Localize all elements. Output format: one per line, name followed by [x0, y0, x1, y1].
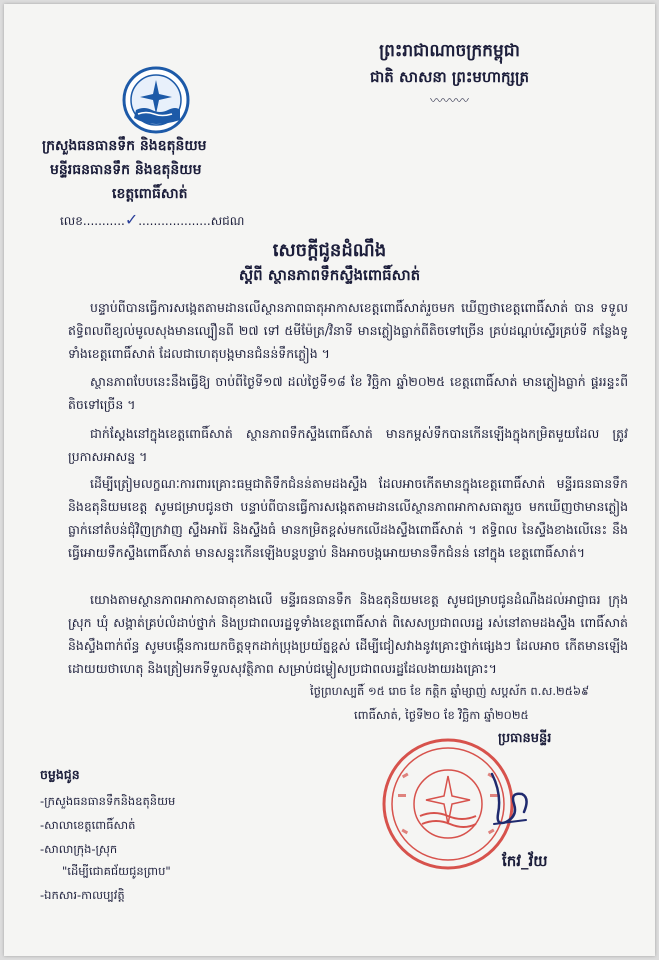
paragraph-3: ជាក់ស្តែងនៅក្នុងខេត្តពោធិ៍សាត់ ស្ថានភាពទឹកស្ទឹងពោធិ៍សាត់ មានកម្ពស់ទឹកបានកើនឡើងក្នុងកម្រិតមួយដែល ត្រូវប្រកាសអាសន្ន ។: [68, 426, 628, 464]
document-page: [4, 4, 655, 956]
ref-suffix: ...................សជណ: [138, 214, 245, 228]
solar-date: ពោធិ៍សាត់, ថ្ងៃទី២០ ខែ វិច្ឆិកា ឆ្នាំ២០២៥: [354, 708, 529, 722]
cc-heading: ចម្លងជូន: [40, 767, 80, 782]
ref-prefix: លេខ: [60, 214, 83, 228]
cc-item: -ឯកសារ-កាលប្បវត្តិ: [40, 888, 125, 902]
paragraph-1: បន្ទាប់ពីបានធ្វើការសង្កេតតាមដានលើស្ថានភាពធាតុអាកាសខេត្តពោធិ៍សាត់រួចមក ឃើញថាខេត្តពោធិ៍សាត់ បាន ទទួលឥទ្ធិពលពីខ្យល់មូលសុងមានល្បឿនពី ២៧ ទៅ ៥មីម៉ែត្រ/វិនាទី មានភ្លៀងធ្លាក់ពីតិចទៅច្រើន គ្រប់ដណ្តប់ស្ទើរគ្រប់ទី កន្លែងទូទាំងខេត្តពោធិ៍សាត់ ដែលជាហេតុបង្កមានជំនន់ទឹកភ្លៀង ។: [68, 300, 628, 361]
paragraph-2: ស្ថានភាពបែបនេះនឹងធ្វើឱ្យ ចាប់ពីថ្ងៃទី១៧ ដល់ថ្ងៃទី១៨ ខែ វិច្ឆិកា ឆ្នាំ២០២៥ ខេត្តពោធិ៍សាត់ មានភ្លៀងធ្លាក់ ផ្គររន្ទះពីតិចទៅច្រើន ។: [68, 374, 628, 412]
motto: ជាតិ សាសនា ព្រះមហាក្សត្រ: [370, 68, 529, 86]
signer-name: កែវ_វ័យ: [502, 852, 548, 870]
cc-item: "ដើម្បីជោគជ័យជូនព្រាប": [62, 864, 171, 878]
kingdom-title: ព្រះរាជាណាចក្រកម្ពុជា: [379, 41, 520, 61]
department-name: មន្ទីរធនធានទឹក និងឧតុនិយម: [50, 162, 202, 178]
reference-number: [60, 210, 244, 231]
cc-item: -ក្រសួងធនធានទឹកនិងឧតុនិយម: [40, 794, 176, 808]
province-name: ខេត្តពោធិ៍សាត់: [112, 186, 188, 202]
paragraph-4: ដើម្បីត្រៀមលក្ខណៈការពារគ្រោះធម្មជាតិទឹកជំនន់តាមដងស្ទឹង ដែលអាចកើតមានក្នុងខេត្តពោធិ៍សាត់ មន្ទីរធនធានទឹក និងឧតុនិយមខេត្ត សូមជម្រាបជូនថា បន្ទាប់ពីបានធ្វើការសង្កេតតាមដានលើស្ថានភាពអាកាសធាតុរួច មកឃើញថាមានភ្លៀងធ្លាក់នៅតំបន់ជុំវិញក្រវាញ ស្ទឹងអារ៉ៃ និងស្ទឹងធំ មានកម្រិតខ្ពស់មកលើដងស្ទឹងពោធិ៍សាត់ ។ ឥទ្ធិពល នៃស្ទឹងខាងលើនេះ នឹងធ្វើអោយទឹកស្ទឹងពោធិ៍សាត់ មានសន្ទុះកើនឡើងបន្តបន្ទាប់ និងអាចបង្កអោយមានទឹកជំនន់ នៅក្នុង ខេត្តពោធិ៍សាត់។: [68, 476, 628, 560]
check-mark-icon: ✓: [124, 210, 139, 229]
signer-title: ប្រធានមន្ទីរ: [498, 731, 552, 746]
lunar-date: ថ្ងៃព្រហស្បតិ៍ ១៥ រោច ខែ កត្តិក ឆ្នាំម្សាញ់ សប្តស័ក ព.ស.២៥៦៩: [310, 684, 590, 698]
handwritten-signature: [484, 764, 534, 834]
ministry-logo: [122, 66, 190, 134]
header-ornament: 〰〰〰: [429, 94, 469, 109]
paragraph-5: យោងតាមស្ថានភាពអាកាសធាតុខាងលើ មន្ទីរធនធានទឹក និងឧតុនិយមខេត្ត សូមជម្រាបជូនដំណឹងដល់អាជ្ញាធរ ក្រុង ស្រុក ឃុំ សង្កាត់គ្រប់លំដាប់ថ្នាក់ និងប្រជាពលរដ្ឋទូទាំងខេត្តពោធិ៍សាត់ ពិសេសប្រជាពលរដ្ឋ រស់នៅតាមដងស្ទឹង ពោធិ៍សាត់ និងស្ទឹងពាក់ព័ន្ធ សូមបង្កើនការយកចិត្តទុកដាក់ប្រុងប្រយ័ត្នខ្ពស់ ដើម្បីជៀសវាងនូវគ្រោះថ្នាក់ផ្សេងៗ ដែលអាច កើតមានឡើងដោយយថាហេតុ និងត្រៀមរកទីទួលសុវត្ថិភាព សម្រាប់ជម្លៀសប្រជាពលរដ្ឋដែលងាយរងគ្រោះ។: [68, 592, 628, 676]
notice-title: សេចក្តីជូនដំណឹង: [272, 240, 387, 261]
ref-dots: ...........: [82, 214, 125, 228]
notice-subject: ស្តីពី ស្ថានភាពទឹកស្ទឹងពោធិ៍សាត់: [238, 266, 421, 284]
ministry-name: ក្រសួងធនធានទឹក និងឧតុនិយម: [42, 138, 207, 154]
cc-item: -សាលាក្រុង-ស្រុក: [40, 842, 118, 856]
cc-item: -សាលាខេត្តពោធិ៍សាត់: [40, 818, 136, 832]
